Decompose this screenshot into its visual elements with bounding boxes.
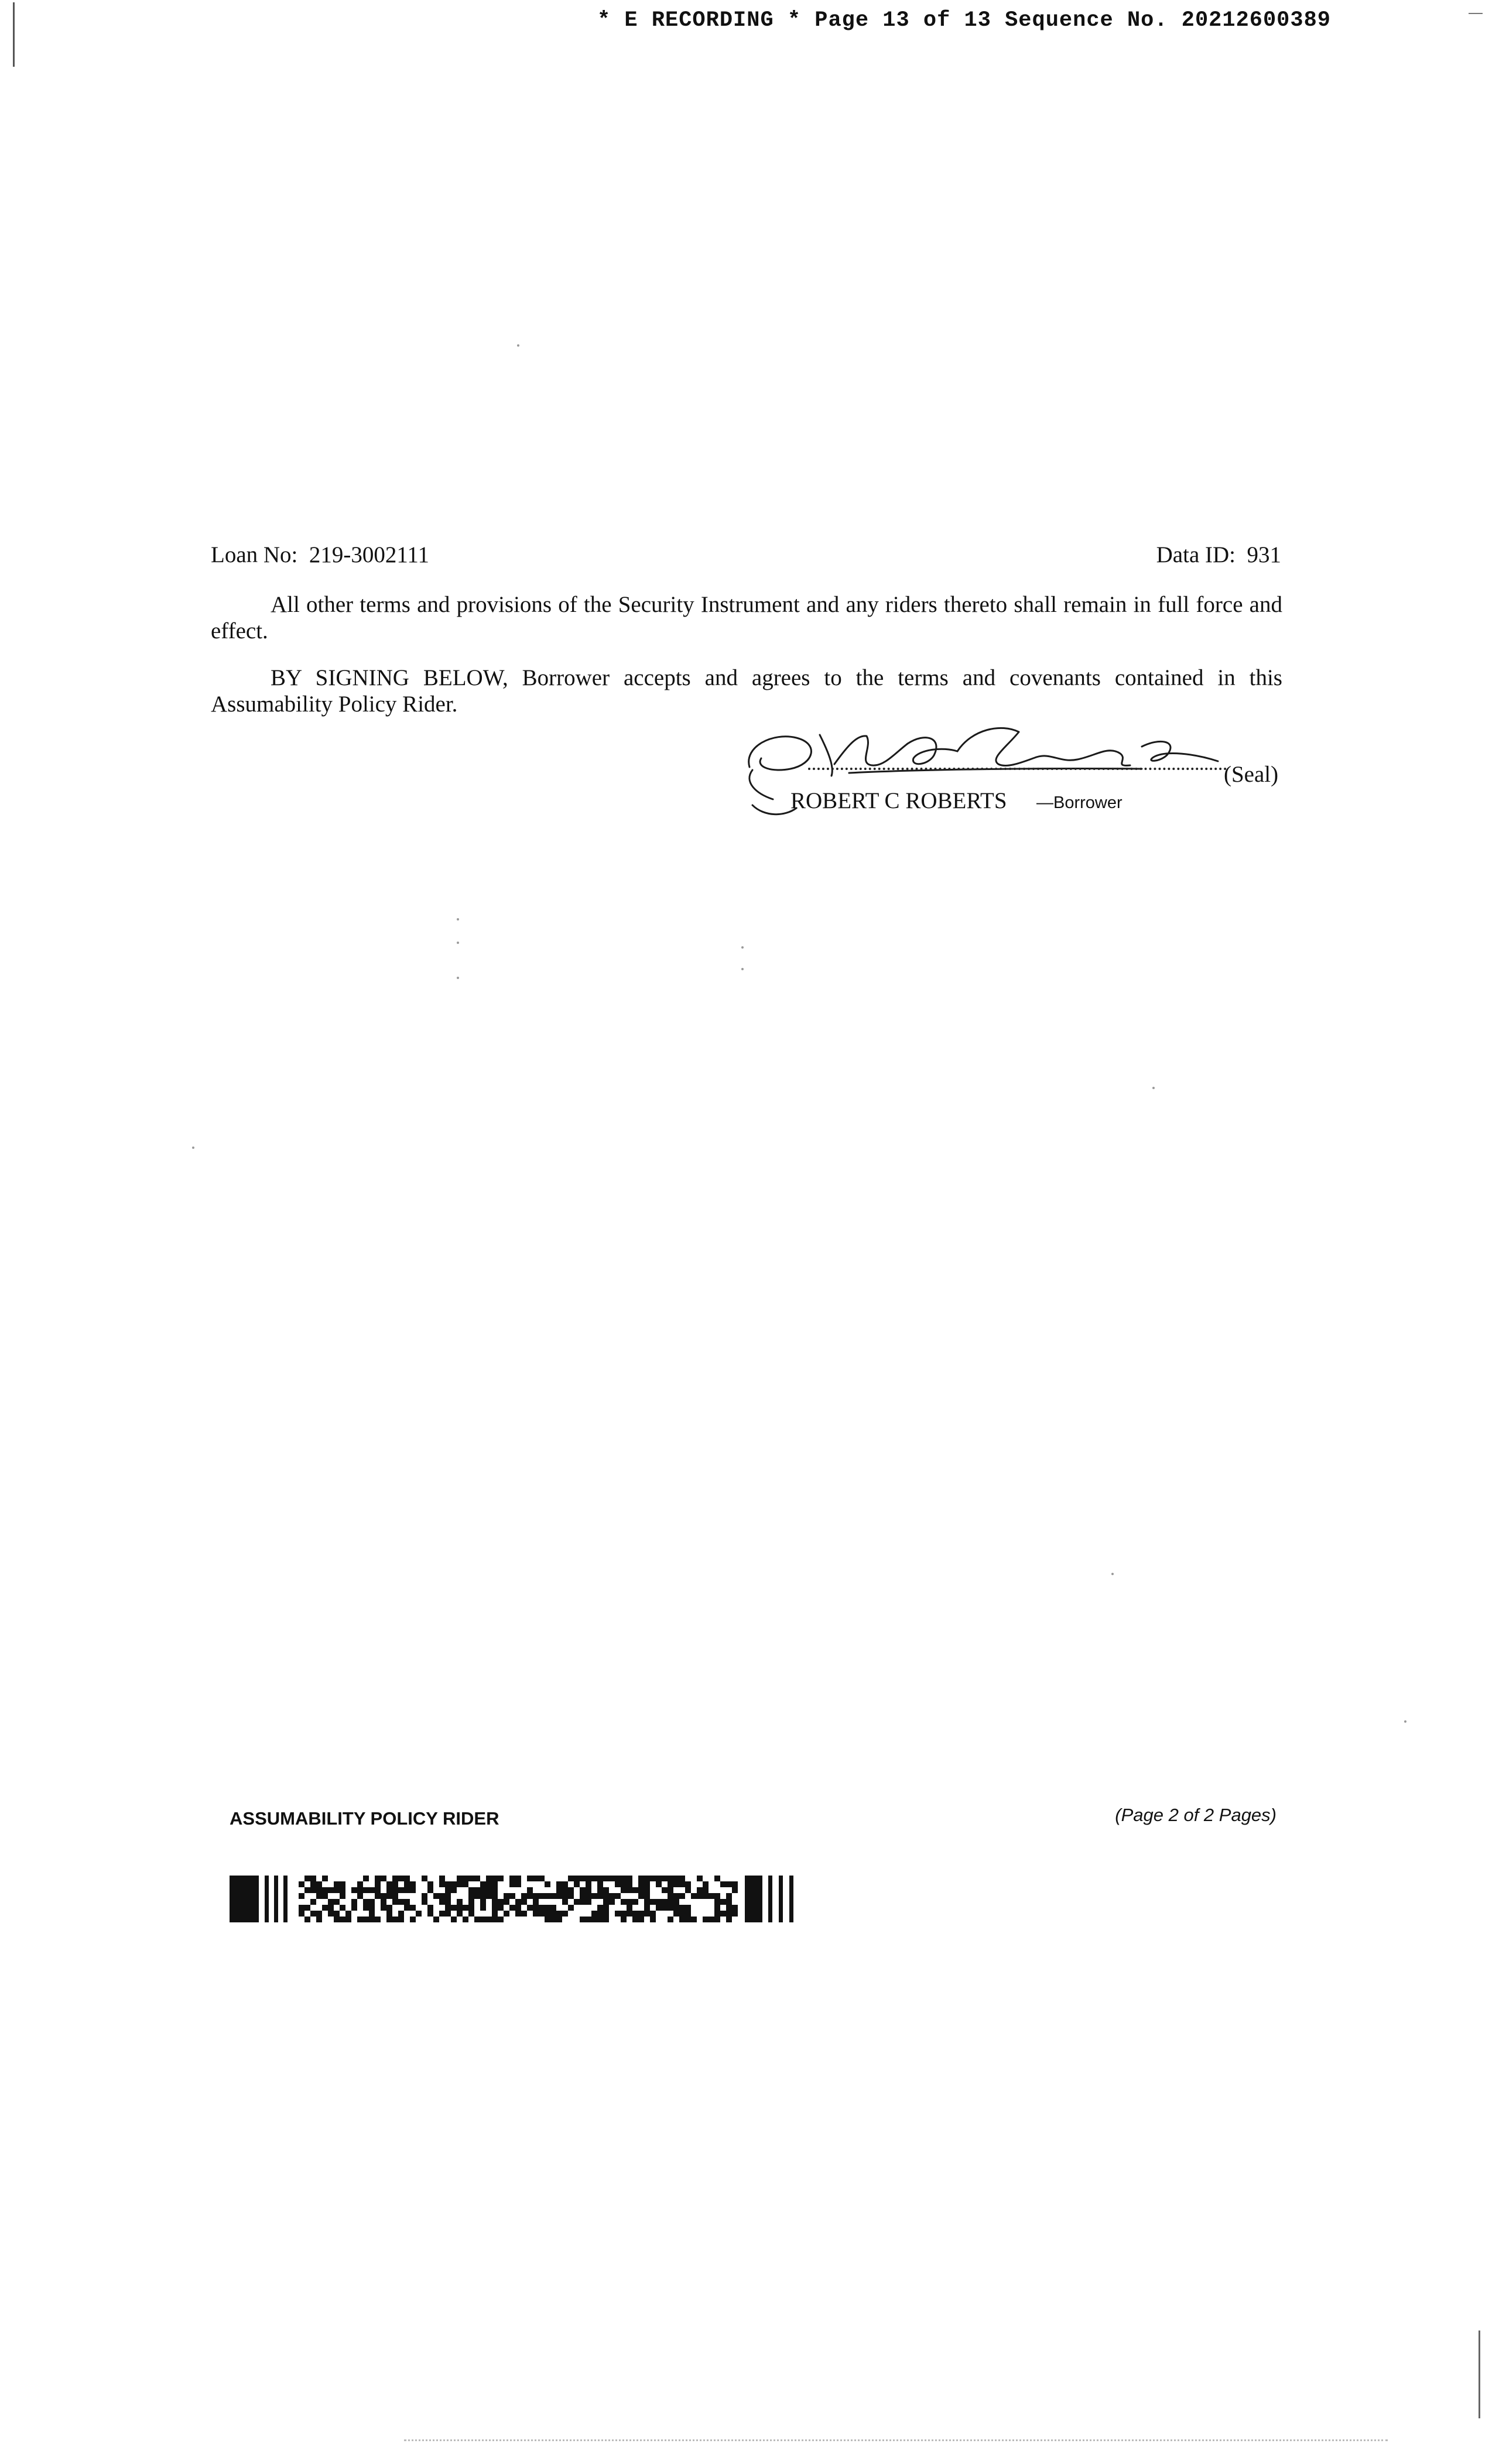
handwritten-signature [732, 711, 1288, 840]
scan-noise-line [404, 2439, 1388, 2441]
loan-number: Loan No: 219-3002111 [211, 542, 429, 567]
signature-line [808, 768, 1227, 770]
scan-edge-mark [13, 2, 15, 67]
recording-header: * E RECORDING * Page 13 of 13 Sequence No. 20212600389 [597, 8, 1331, 33]
borrower-name: ROBERT C ROBERTS [790, 788, 1007, 813]
page-indicator: (Page 2 of 2 Pages) [1115, 1805, 1276, 1825]
barcode-image [230, 1871, 798, 1926]
scan-edge-mark [1469, 13, 1483, 14]
terms-paragraph: All other terms and provisions of the Security Instrument and any riders thereto shall remain in full force and effect. [211, 592, 1282, 644]
data-id: Data ID: 931 [1156, 542, 1281, 567]
scan-edge-mark [1479, 2330, 1480, 2418]
signature-block [732, 711, 1288, 840]
form-title: ASSUMABILITY POLICY RIDER [230, 1808, 499, 1829]
signing-paragraph: BY SIGNING BELOW, Borrower accepts and agrees to the terms and covenants contained in this Assumability Policy Rider. [211, 665, 1282, 717]
seal-label: (Seal) [1224, 762, 1279, 787]
borrower-role: —Borrower [1036, 793, 1122, 812]
